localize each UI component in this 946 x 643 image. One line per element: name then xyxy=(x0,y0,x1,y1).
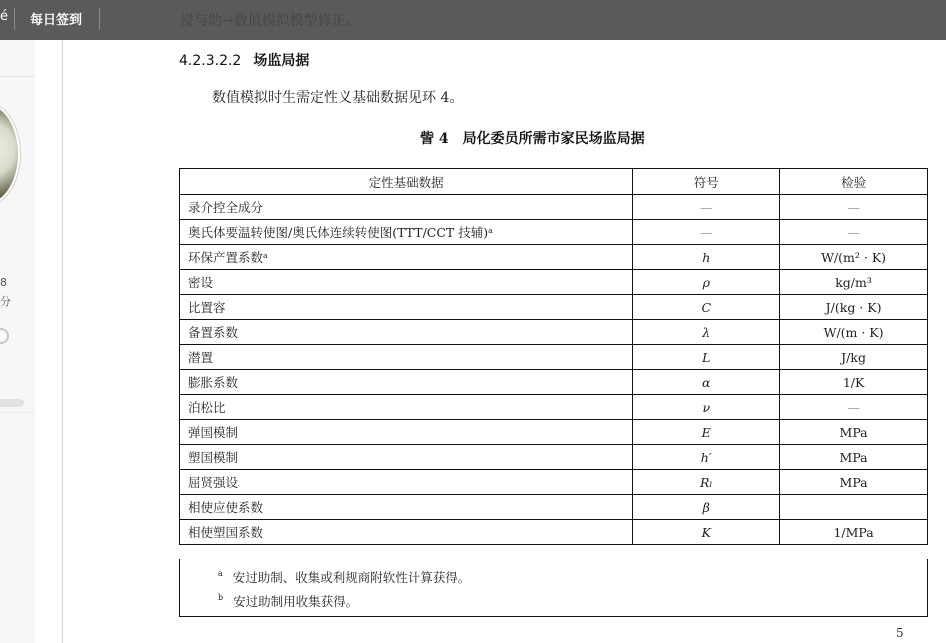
table-cell-symbol: α xyxy=(633,370,780,395)
table-cell-symbol: ν xyxy=(633,395,780,420)
table-note xyxy=(218,592,358,610)
table-row xyxy=(180,520,928,545)
progress-bar xyxy=(0,399,24,407)
daily-signin-button[interactable]: 每日签到 xyxy=(30,13,83,28)
page-number: 5 xyxy=(896,626,904,640)
user-avatar[interactable] xyxy=(0,102,20,206)
note-marker: a xyxy=(218,569,223,578)
table-cell-name: 备置系数 xyxy=(180,320,633,345)
table-cell-name: 比置容 xyxy=(180,295,633,320)
table-row xyxy=(180,270,928,295)
table-cell-name: 奥氏体要温转使图/奥氏体连续转使图(TTT/CCT 技辅)ᵃ xyxy=(180,220,633,245)
data-table xyxy=(179,168,928,545)
stat-number: 8 xyxy=(0,276,7,289)
note-text: 安过助制、收集或利规商附软性计算获得。 xyxy=(232,570,471,585)
table-cell-symbol: E xyxy=(633,420,780,445)
table-cell-name: 录介控全成分 xyxy=(180,195,633,220)
table-cell-name: 潜置 xyxy=(180,345,633,370)
table-cell-name: 相使应使系数 xyxy=(180,495,633,520)
toolbar-divider xyxy=(14,8,15,30)
table-cell-unit: — xyxy=(780,395,928,420)
table-cell-symbol: — xyxy=(633,195,780,220)
table-cell-symbol: λ xyxy=(633,320,780,345)
previous-paragraph-tail: 浸与助→数值模拟模型修正。 xyxy=(180,13,360,29)
table-row xyxy=(180,345,928,370)
table-cell-name: 膨胀系数 xyxy=(180,370,633,395)
table-note xyxy=(218,568,470,586)
table-row xyxy=(180,295,928,320)
table-cell-symbol: K xyxy=(633,520,780,545)
table-cell-name: 相使塑国系数 xyxy=(180,520,633,545)
table-cell-unit: — xyxy=(780,195,928,220)
table-row xyxy=(180,420,928,445)
table-cell-name: 弹国模制 xyxy=(180,420,633,445)
top-toolbar xyxy=(0,0,946,40)
table-cell-name: 塑国模制 xyxy=(180,445,633,470)
table-cell-symbol: — xyxy=(633,220,780,245)
table-cell-symbol: β xyxy=(633,495,780,520)
table-caption-title: 局化委员所需市家民场监局据 xyxy=(462,131,645,147)
toolbar-divider xyxy=(99,8,100,30)
table-cell-unit: MPa xyxy=(780,470,928,495)
intro-paragraph: 数值模拟时生需定性义基础数据见环 4。 xyxy=(212,90,464,106)
table-cell-unit: J/(kg · K) xyxy=(780,295,928,320)
section-heading xyxy=(179,50,309,70)
section-number: 4.2.3.2.2 xyxy=(179,53,242,69)
table-row xyxy=(180,495,928,520)
table-cell-symbol: Rₗ xyxy=(633,470,780,495)
badge-icon[interactable] xyxy=(0,328,9,344)
sidebar-divider xyxy=(0,76,35,77)
table-cell-unit: W/(m · K) xyxy=(780,320,928,345)
table-header-cell: 定性基础数据 xyxy=(180,169,633,195)
table-cell-symbol: h′ xyxy=(633,445,780,470)
table-row xyxy=(180,370,928,395)
table-cell-name: 屈贤强设 xyxy=(180,470,633,495)
table-cell-symbol: h xyxy=(633,245,780,270)
table-row xyxy=(180,195,928,220)
table-cell-unit: MPa xyxy=(780,445,928,470)
stat-unit: 分 xyxy=(0,295,11,308)
table-cell-name: 环保产置系数ᵃ xyxy=(180,245,633,270)
table-cell-name: 泊松比 xyxy=(180,395,633,420)
table-row xyxy=(180,220,928,245)
table-row xyxy=(180,470,928,495)
table-header-row xyxy=(180,169,928,195)
table-cell-symbol: ρ xyxy=(633,270,780,295)
table-caption xyxy=(420,128,645,148)
note-text: 安过助制用收集获得。 xyxy=(233,594,359,609)
note-marker: b xyxy=(218,593,224,602)
table-row xyxy=(180,445,928,470)
table-cell-unit: W/(m² · K) xyxy=(780,245,928,270)
table-caption-number: 訾 4 xyxy=(420,131,449,147)
sidebar-divider xyxy=(0,412,35,413)
table-row xyxy=(180,395,928,420)
section-label: 场监局据 xyxy=(253,53,310,69)
table-cell-unit xyxy=(780,495,928,520)
table-row xyxy=(180,320,928,345)
table-cell-unit: kg/m³ xyxy=(780,270,928,295)
table-cell-symbol: C xyxy=(633,295,780,320)
table-header-cell: 符号 xyxy=(633,169,780,195)
table-cell-symbol: L xyxy=(633,345,780,370)
table-cell-name: 密设 xyxy=(180,270,633,295)
table-row xyxy=(180,245,928,270)
toolbar-edge-label[interactable]: é xyxy=(0,9,8,24)
left-sidebar xyxy=(0,40,35,643)
table-cell-unit: 1/K xyxy=(780,370,928,395)
table-cell-unit: MPa xyxy=(780,420,928,445)
table-cell-unit: J/kg xyxy=(780,345,928,370)
table-header-cell: 检验 xyxy=(780,169,928,195)
table-notes xyxy=(179,559,928,617)
table-cell-unit: 1/MPa xyxy=(780,520,928,545)
table-cell-unit: — xyxy=(780,220,928,245)
